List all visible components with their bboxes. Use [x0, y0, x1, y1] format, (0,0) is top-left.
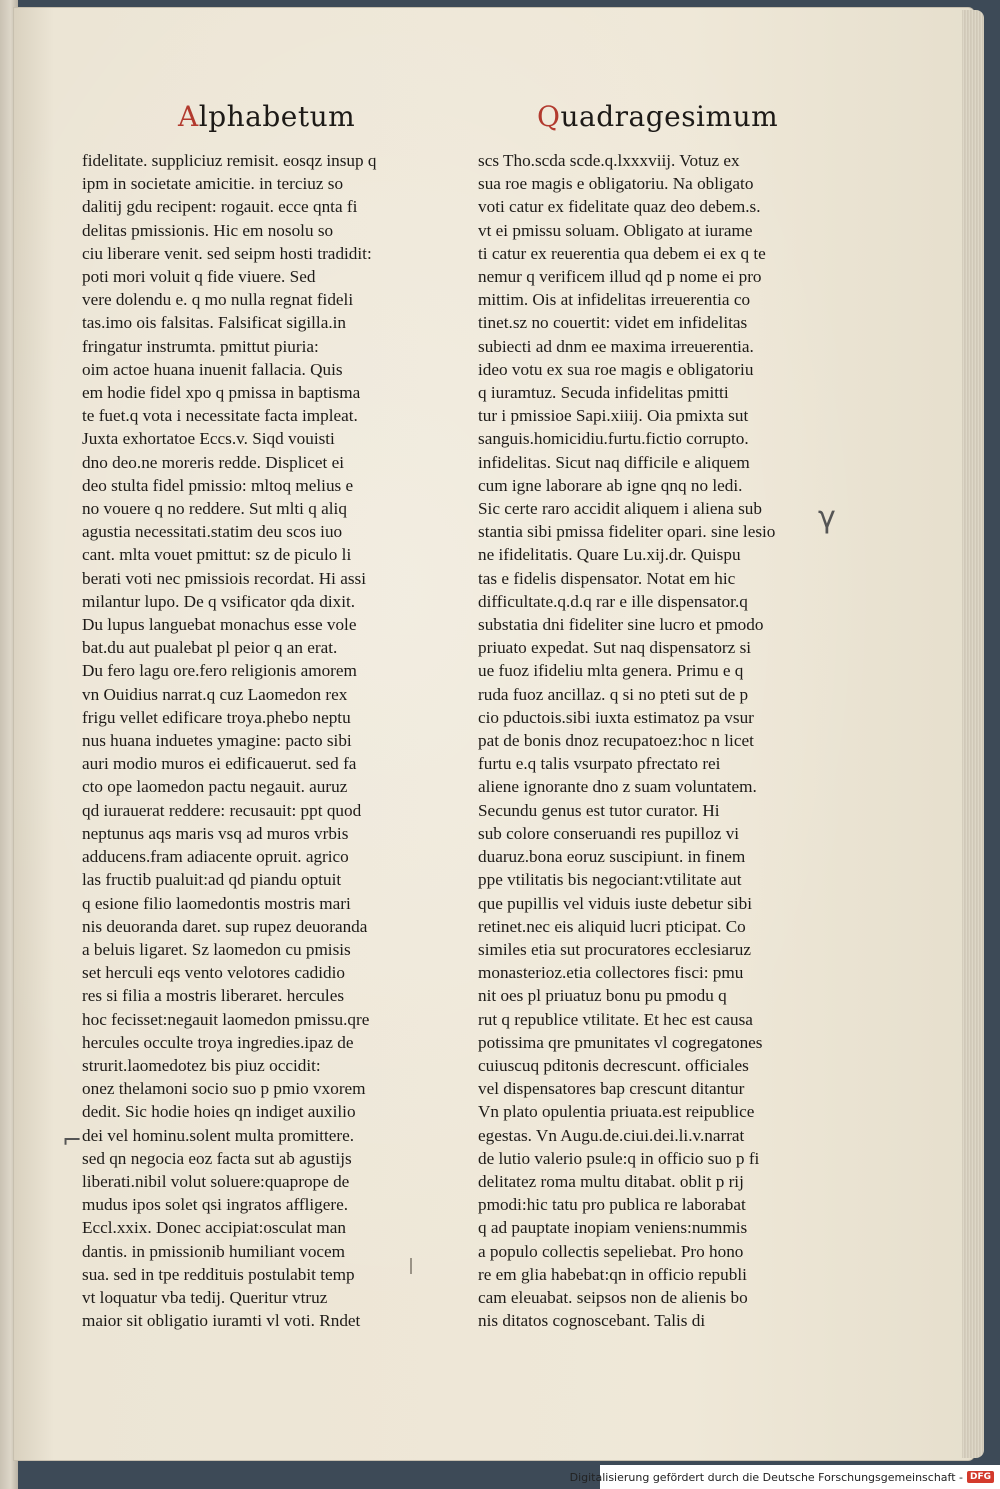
text-line: tinet.sz no couertit: videt em infidelitas	[478, 313, 748, 333]
text-line: vel dispensatores bap crescunt ditantur	[478, 1079, 745, 1099]
dfg-logo-icon: DFG	[967, 1471, 994, 1483]
text-line: Du fero lagu ore.fero religionis amorem	[82, 661, 357, 681]
text-line: sanguis.homicidiu.furtu.fictio corrupto.	[478, 429, 749, 449]
text-line: priuato expedat. Sut naq dispensatorz si	[478, 638, 752, 658]
text-line: auri modio muros ei edificauerut. sed fa	[82, 754, 357, 774]
text-line: stantia sibi pmissa fideliter opari. sine lesio	[478, 522, 776, 542]
page-edge	[962, 10, 984, 1458]
text-line: te fuet.q vota i necessitate facta impleat.	[82, 406, 358, 426]
text-line: mittim. Ois at infidelitas irreuerentia co	[478, 290, 751, 310]
text-line: mudus ipos solet qsi ingratos affligere.	[82, 1195, 349, 1215]
text-line: oim actoe huana inuenit fallacia. Quis	[82, 359, 343, 379]
text-line: strurit.laomedotez bis piuz occidit:	[82, 1055, 321, 1075]
text-column-left	[82, 149, 442, 1332]
text-line: q iuramtuz. Secuda infidelitas pmitti	[478, 383, 729, 403]
text-line: no vouere q no reddere. Sut mlti q aliq	[82, 499, 347, 519]
rubric-initial: Q	[537, 100, 561, 133]
text-line: a populo collectis sepeliebat. Pro hono	[478, 1241, 744, 1261]
running-head-right	[537, 100, 778, 133]
text-line: ne ifidelitatis. Quare Lu.xij.dr. Quispu	[478, 545, 741, 565]
text-line: difficultate.q.d.q rar e ille dispensator.q	[478, 591, 748, 611]
text-line: que pupillis vel viduis iuste debetur sibi	[478, 893, 753, 913]
text-line: res si filia a mostris liberaret. hercules	[82, 986, 345, 1006]
text-line: berati voti nec pmissiois recordat. Hi assi	[82, 568, 367, 588]
text-line: agustia necessitati.statim deu scos iuo	[82, 522, 343, 542]
text-line: sua roe magis e obligatoriu. Na obligato	[478, 174, 754, 194]
text-line: ruda fuoz ancillaz. q si no pteti sut de p	[478, 684, 749, 704]
margin-note-right: γ	[818, 500, 836, 535]
text-line: retinet.nec eis aliquid lucri pticipat. Co	[478, 916, 746, 936]
text-line: subiecti ad dnm ee maxima irreuerentia.	[478, 336, 754, 356]
text-line: neptunus aqs maris vsq ad muros vrbis	[82, 823, 349, 843]
heading-text: lphabetum	[198, 100, 356, 133]
text-line: scs Tho.scda scde.q.lxxxviij. Votuz ex	[478, 151, 740, 170]
text-line: substatia dni fideliter sine lucro et pmodo	[478, 615, 764, 635]
text-line: nis ditatos cognoscebant. Talis di	[478, 1311, 706, 1331]
text-line: q esione filio laomedontis mostris mari	[82, 893, 351, 913]
text-column-right	[478, 149, 838, 1332]
text-line: vt ei pmissu soluam. Obligato at iurame	[478, 220, 753, 240]
binding-thread	[410, 1258, 412, 1274]
text-line: re em glia habebat:qn in officio republi	[478, 1264, 747, 1284]
text-line: Secundu genus est tutor curator. Hi	[478, 800, 720, 820]
text-line: delitatez roma multu ditabat. oblit p rij	[478, 1171, 744, 1191]
text-line: las fructib pualuit:ad qd piandu optuit	[82, 870, 342, 890]
text-line: milantur lupo. De q vsificator qda dixit.	[82, 591, 356, 611]
text-line: fringatur instrumta. pmittut piuria:	[82, 336, 319, 356]
text-line: cio pductois.sibi iuxta estimatoz pa vsur	[478, 707, 754, 727]
text-line: ideo votu ex sua roe magis e obligatoriu	[478, 359, 754, 379]
text-line: hoc fecisset:negauit laomedon pmissu.qre	[82, 1009, 370, 1029]
rubric-initial: A	[178, 100, 199, 133]
text-line: Juxta exhortatoe Eccs.v. Siqd vouisti	[82, 429, 335, 449]
text-line: tur i pmissioe Sapi.xiiij. Oia pmixta sut	[478, 406, 749, 426]
text-line: poti mori voluit q fide viuere. Sed	[82, 267, 316, 287]
text-line: cuiuscuq pditonis decrescunt. officiales	[478, 1055, 749, 1075]
text-line: deo stulta fidel pmissio: mltoq melius e	[82, 475, 354, 495]
text-line: maior sit obligatio iuramti vl voti. Rndet	[82, 1311, 361, 1331]
footer-bar	[569, 1465, 1000, 1489]
text-line: bat.du aut pualebat pl peior q an erat.	[82, 638, 338, 658]
text-line: duaruz.bona eoruz suscipiunt. in finem	[478, 847, 746, 867]
text-line: cum igne laborare ab igne qnq no ledi.	[478, 475, 743, 495]
text-line: vt loquatur vba tedij. Queritur vtruz	[82, 1287, 328, 1307]
text-line: furtu e.q talis vsurpato pfrectato rei	[478, 754, 721, 774]
text-line: sed qn negocia eoz facta sut ab agustijs	[82, 1148, 352, 1168]
text-line: egestas. Vn Augu.de.ciui.dei.li.v.narrat	[478, 1125, 745, 1145]
text-line: em hodie fidel xpo q pmissa in baptisma	[82, 383, 361, 403]
text-line: pat de bonis dnoz recupatoez:hoc n licet	[478, 731, 754, 751]
text-line: delitas pmissionis. Hic em nosolu so	[82, 220, 334, 240]
text-line: nit oes pl priuatuz bonu pu pmodu q	[478, 986, 727, 1006]
text-line: vn Ouidius narrat.q cuz Laomedon rex	[82, 684, 348, 704]
text-line: dno deo.ne moreris redde. Displicet ei	[82, 452, 345, 472]
text-line: dedit. Sic hodie hoies qn indiget auxilio	[82, 1102, 356, 1122]
text-line: ti catur ex reuerentia qua debem ei ex q te	[478, 243, 766, 263]
text-line: Vn plato opulentia priuata.est reipublice	[478, 1102, 755, 1122]
text-line: sub colore conseruandi res pupilloz vi	[478, 823, 740, 843]
text-line: set herculi eqs vento velotores cadidio	[82, 963, 345, 983]
running-head-left	[178, 100, 355, 133]
text-line: potissima qre pmunitates vl cogregatones	[478, 1032, 763, 1052]
text-line: fidelitate. suppliciuz remisit. eosqz insup q	[82, 151, 377, 170]
text-line: dalitij gdu recipent: rogauit. ecce qnta fi	[82, 197, 358, 217]
text-line: ue fuoz ifideliu mlta genera. Primu e q	[478, 661, 744, 681]
text-line: de lutio valerio psule:q in officio suo p fi	[478, 1148, 760, 1168]
text-line: a beluis ligaret. Sz laomedon cu pmisis	[82, 939, 351, 959]
text-line: frigu vellet edificare troya.phebo neptu	[82, 707, 351, 727]
text-line: similes etia sut procuratores ecclesiaruz	[478, 939, 751, 959]
text-line: nis deuoranda daret. sup rupez deuoranda	[82, 916, 368, 936]
text-line: monasterioz.etia collectores fisci: pmu	[478, 963, 744, 983]
text-line: liberati.nibil volut soluere:quaprope de	[82, 1171, 350, 1191]
text-line: hercules occulte troya ingredies.ipaz de	[82, 1032, 354, 1052]
text-line: ppe vtilitatis bis negociant:vtilitate aut	[478, 870, 742, 890]
text-line: Du lupus languebat monachus esse vole	[82, 615, 357, 635]
text-line: sua. sed in tpe reddituis postulabit temp	[82, 1264, 355, 1284]
text-line: cto ope laomedon pactu negauit. auruz	[82, 777, 348, 797]
heading-text: uadragesimum	[560, 100, 779, 133]
text-line: onez thelamoni socio suo p pmio vxorem	[82, 1079, 366, 1099]
footer-text: Digitalisierung gefördert durch die Deutsche Forschungsgemeinschaft -	[569, 1470, 963, 1484]
text-line: Sic certe raro accidit aliquem i aliena sub	[478, 499, 762, 519]
text-line: qd iurauerat reddere: recusauit: ppt quod	[82, 800, 362, 820]
text-line: cam eleuabat. seipsos non de alienis bo	[478, 1287, 748, 1307]
text-line: ipm in societate amicitie. in terciuz so	[82, 174, 344, 194]
text-line: tas e fidelis dispensator. Notat em hic	[478, 568, 736, 588]
text-line: ciu liberare venit. sed seipm hosti tradidit:	[82, 243, 372, 263]
text-line: cant. mlta vouet pmittut: sz de piculo li	[82, 545, 352, 565]
text-line: adducens.fram adiacente opruit. agrico	[82, 847, 349, 867]
margin-note-left: ⌐	[62, 1126, 83, 1154]
text-line: rut q republice vtilitate. Et hec est causa	[478, 1009, 753, 1029]
text-line: tas.imo ois falsitas. Falsificat sigilla.in	[82, 313, 346, 333]
text-line: Eccl.xxix. Donec accipiat:osculat man	[82, 1218, 346, 1238]
text-line: nus huana induetes ymagine: pacto sibi	[82, 731, 352, 751]
text-line: nemur q verificem illud qd p nome ei pro	[478, 267, 762, 287]
text-line: vere dolendu e. q mo nulla regnat fideli	[82, 290, 354, 310]
text-line: infidelitas. Sicut naq difficile e aliquem	[478, 452, 750, 472]
text-line: voti catur ex fidelitate quaz deo debem.s.	[478, 197, 761, 217]
text-line: dei vel hominu.solent multa promittere.	[82, 1125, 355, 1145]
text-line: pmodi:hic tatu pro publica re laborabat	[478, 1195, 746, 1215]
text-line: aliene ignorante dno z suam voluntatem.	[478, 777, 757, 797]
text-line: dantis. in pmissionib humiliant vocem	[82, 1241, 346, 1261]
text-line: q ad pauptate inopiam veniens:nummis	[478, 1218, 748, 1238]
